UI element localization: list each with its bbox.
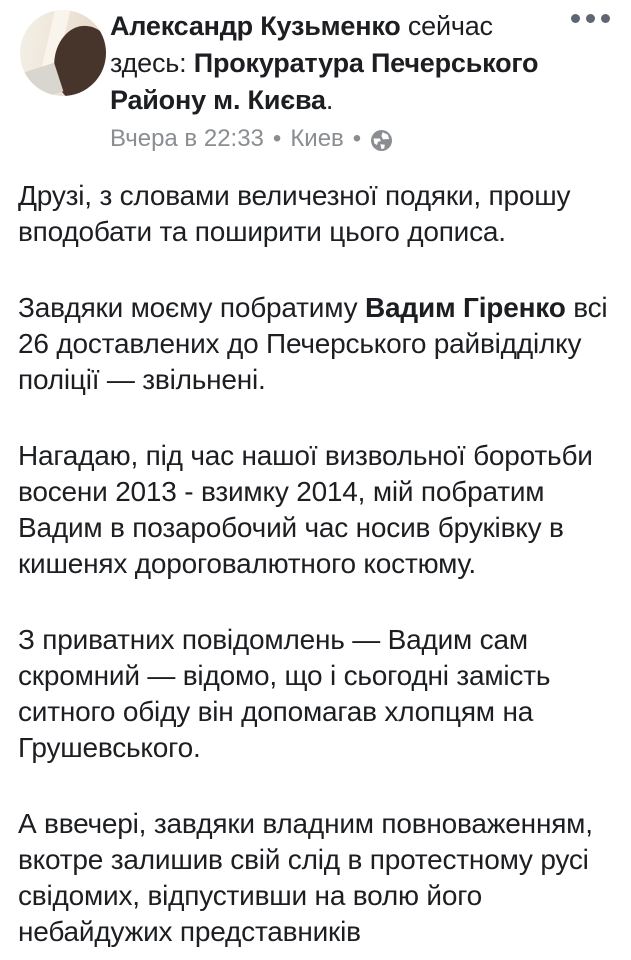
location-label: Киев — [290, 125, 344, 152]
place-link[interactable]: Прокуратура Печерського Району м. Києва — [110, 48, 539, 115]
meta-dot-separator: • — [272, 125, 282, 152]
post-paragraph: А ввечері, завдяки владним повноваженням, вкотре залишив свій слід в протестному русі свідомих, відпустивши на волю його небайдужих представників — [18, 808, 593, 947]
paragraph-text: всі 26 доставлених до Печерського райвідділку поліції — звільнені. — [18, 292, 608, 395]
meta-dot-separator: • — [352, 125, 362, 152]
tagged-profile-link[interactable]: Вадим Гіренко — [364, 292, 566, 323]
header-text-block — [110, 8, 568, 153]
post-paragraph — [18, 290, 613, 398]
profile-avatar[interactable] — [20, 10, 106, 96]
checkin-context-text: сейчас здесь: — [110, 11, 493, 78]
post-header — [0, 0, 631, 160]
paragraph-text: Завдяки моєму побратиму — [18, 292, 365, 323]
more-options-button[interactable] — [569, 8, 612, 29]
post-paragraph: Нагадаю, під час нашої визвольної боротьби восени 2013 - взимку 2014, мій побратим Вадим в позаробочий час носив бруківку в кишенях дороговалютного костюму. — [18, 440, 593, 579]
more-options-icon — [601, 14, 610, 23]
more-options-icon — [586, 14, 595, 23]
author-name-link[interactable]: Александр Кузьменко — [110, 11, 401, 41]
timestamp: Вчера в 22:33 — [110, 125, 264, 152]
post-meta — [110, 125, 568, 153]
post-byline — [110, 8, 568, 119]
byline-period: . — [325, 85, 334, 115]
post-paragraph: Друзі, з словами величезної подяки, прошу вподобати та поширити цього дописа. — [18, 180, 571, 247]
post-body-text — [0, 160, 631, 950]
globe-icon — [370, 129, 393, 152]
more-options-icon — [571, 14, 580, 23]
post-paragraph: З приватних повідомлень — Вадим сам скромний — відомо, що і сьогодні замість ситного обіду він допомагав хлопцям на Грушевського. — [18, 624, 551, 763]
